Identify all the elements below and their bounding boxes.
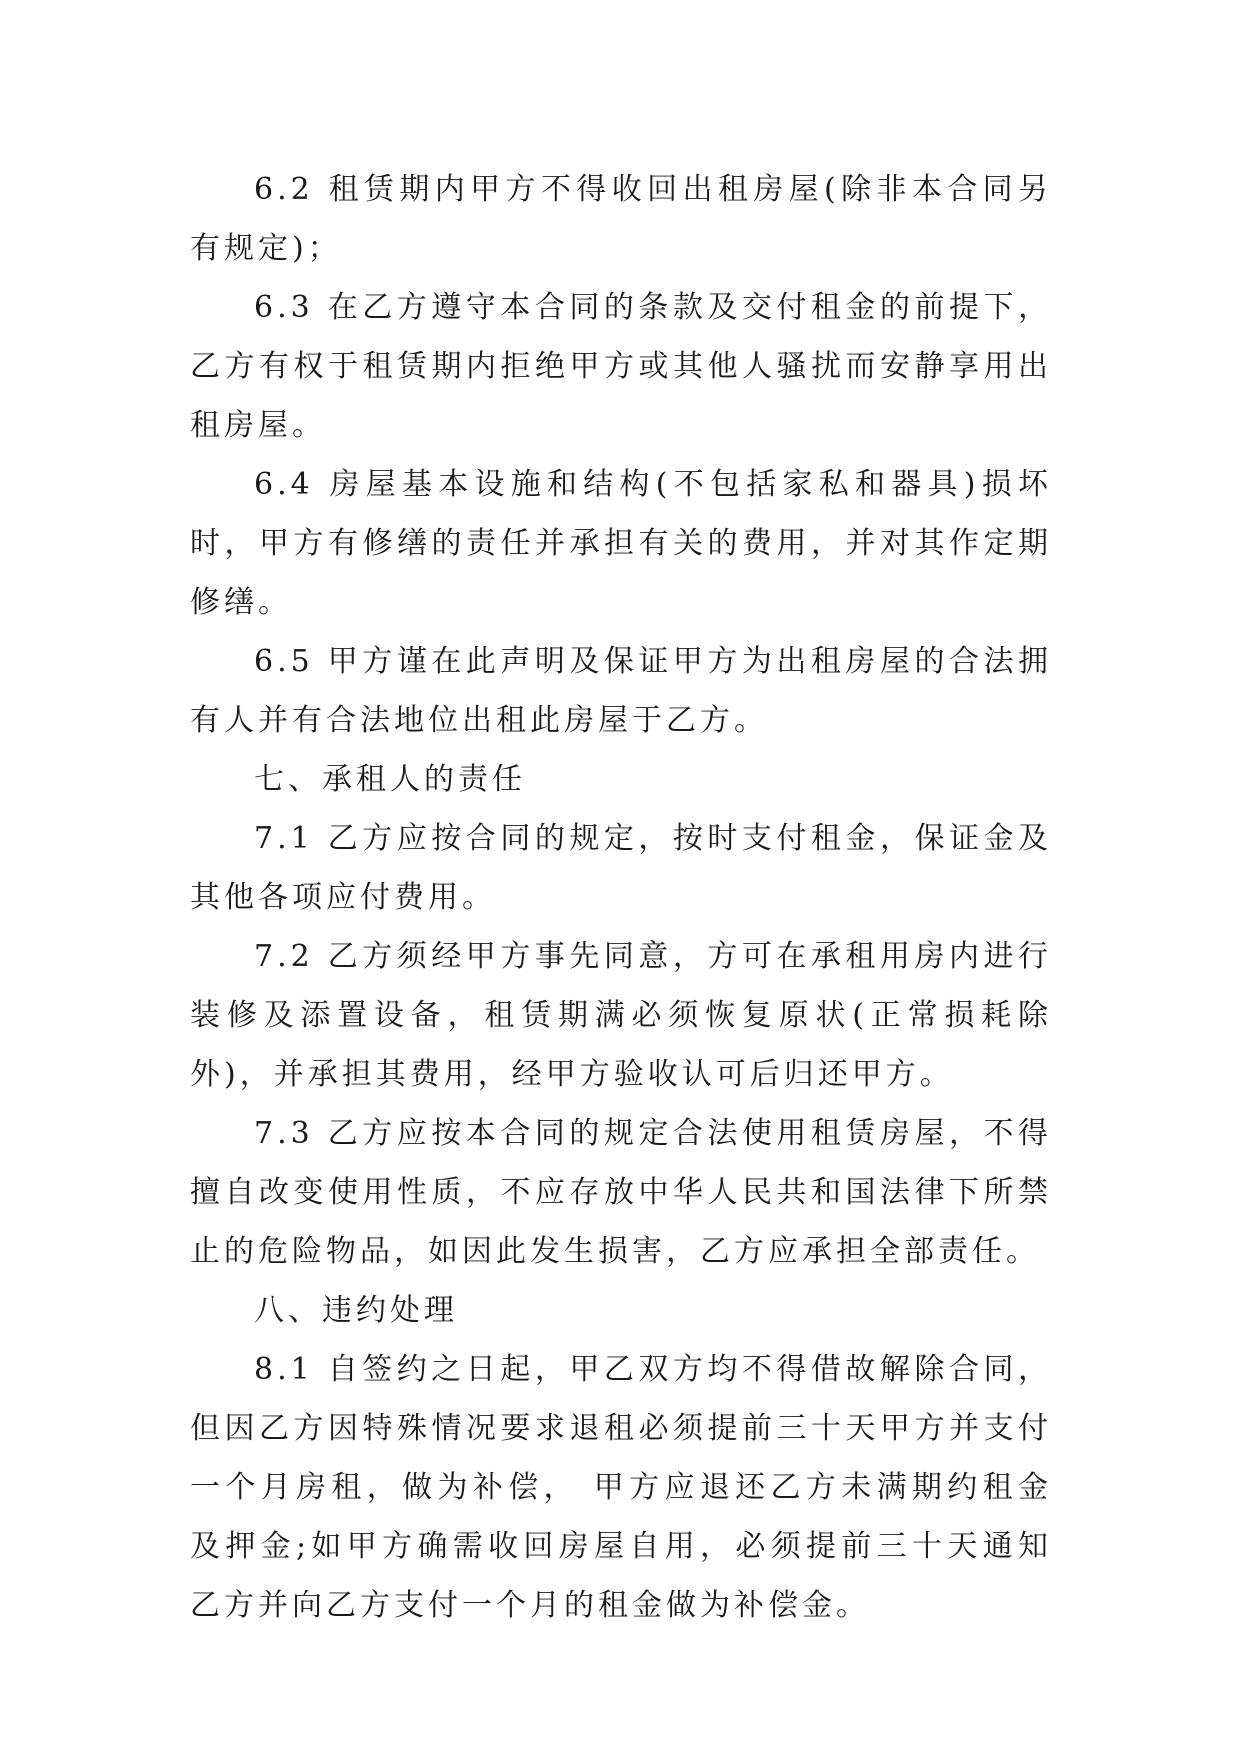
section-heading-7: 七、承租人的责任	[254, 762, 526, 797]
clause-7-2: 7.2 乙方须经甲方事先同意，方可在承租用房内进行装修及添置设备，租赁期满必须恢复原状(正常损耗除外)，并承担其费用，经甲方验收认可后归还甲方。	[190, 939, 1052, 1092]
clause-7-1: 7.1 乙方应按合同的规定，按时支付租金，保证金及其他各项应付费用。	[190, 821, 1052, 915]
clause-6-3: 6.3 在乙方遵守本合同的条款及交付租金的前提下，乙方有权于租赁期内拒绝甲方或其他人骚扰而安静享用出租房屋。	[190, 290, 1052, 443]
clause-8-1: 8.1 自签约之日起，甲乙双方均不得借故解除合同，但因乙方因特殊情况要求退租必须提前三十天甲方并支付一个月房租，做为补偿， 甲方应退还乙方未满期约租金及押金;如甲方确需收回房屋自用，必须提前三十天通知乙方并向乙方支付一个月的租金做为补偿金。	[190, 1352, 1052, 1623]
clause-6-5: 6.5 甲方谨在此声明及保证甲方为出租房屋的合法拥有人并有合法地位出租此房屋于乙方。	[190, 644, 1052, 738]
clause-6-2: 6.2 租赁期内甲方不得收回出租房屋(除非本合同另有规定)；	[190, 172, 1052, 266]
document-page	[190, 160, 1052, 1635]
clause-7-3: 7.3 乙方应按本合同的规定合法使用租赁房屋，不得擅自改变使用性质，不应存放中华人民共和国法律下所禁止的危险物品，如因此发生损害，乙方应承担全部责任。	[190, 1116, 1052, 1269]
clause-6-4: 6.4 房屋基本设施和结构(不包括家私和器具)损坏时，甲方有修缮的责任并承担有关的费用，并对其作定期修缮。	[190, 467, 1052, 620]
section-heading-8: 八、违约处理	[254, 1293, 458, 1328]
